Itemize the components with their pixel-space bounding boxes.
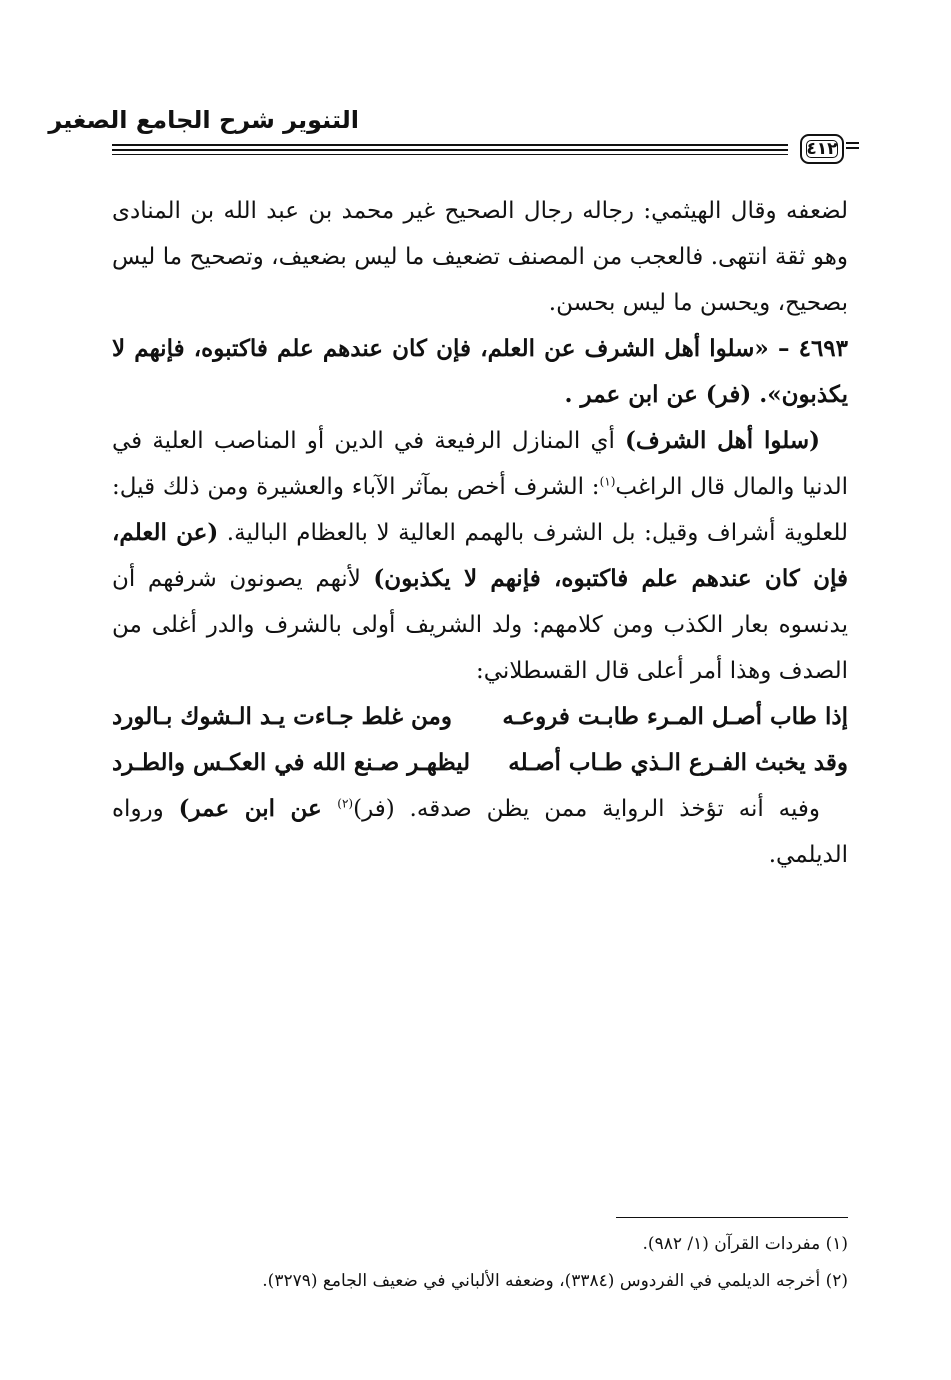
hadith-number: ٤٦٩٣ – [777, 335, 849, 362]
verse-hemistich: وقد يخبث الفـرع الـذي طـاب أصـله [508, 749, 848, 776]
quoted-phrase: (عن العلم، فإن كان عندهم علم فاكتبوه، فإنهم لا يكذبون) [112, 519, 848, 592]
header-rule [112, 144, 788, 146]
footnote-ref: (١) [599, 474, 616, 489]
text-line: ليس بصحيح، ويحسن ما ليس بحسن. [112, 244, 848, 316]
page-body [112, 188, 848, 878]
running-header-title: التنوير شرح الجامع الصغير [48, 106, 359, 134]
header-rule [112, 149, 788, 151]
verse-hemistich: ومن غلط جـاءت يـد الـشوك بـالورد [112, 703, 452, 730]
quoted-phrase: (سلوا أهل الشرف) [625, 427, 820, 454]
hadith-text: «سلوا أهل الشرف عن العلم، فإن كان عندهم علم فاكتبوه، فإنهم لا يكذبون». [112, 335, 848, 408]
commentary-paragraph [112, 786, 848, 878]
quoted-phrase: عن ابن عمر) [178, 795, 338, 822]
verse-line [112, 694, 848, 740]
text-line: وهو ثقة انتهى. فالعجب من المصنف تضعيف ما ليس بضعيف، وتصحيح ما [162, 244, 849, 270]
footnote-ref: (٢) [337, 796, 354, 811]
commentary-text: أي المنازل الرفيعة في الدين أو المناصب العلية في الدنيا والمال قال الراغب [112, 428, 848, 500]
body-paragraph [112, 188, 848, 326]
hadith-entry [112, 326, 848, 418]
footnote-separator [616, 1217, 848, 1218]
hadith-source: (فر) عن ابن عمر . [564, 381, 752, 408]
header-rule [112, 154, 788, 155]
commentary-paragraph [112, 418, 848, 694]
verse-line [112, 740, 848, 786]
commentary-text: لأنهم يصونون شرفهم أن يدنسوه بعار الكذب ومن كلامهم: ولد الشريف أولى بالشرف والدر أغلى من الصدف وهذا أمر أعلى قال القسطلاني: [112, 566, 848, 684]
commentary-text: : الشرف أخص بمآثر الآباء والعشيرة ومن ذلك قيل: للعلوية أشراف وقيل: بل الشرف بالهمم العالية لا بالعظام البالية. [112, 474, 848, 546]
commentary-text: ورواه الديلمي. [112, 796, 848, 868]
verse-hemistich: إذا طاب أصـل المـرء طابـت فروعـه [502, 703, 848, 730]
page-number: ٤١٢ [800, 134, 844, 164]
verse-hemistich: ليظهـر صـنع الله في العكـس والطـرد [112, 749, 471, 776]
footnote: (٢) أخرجه الديلمي في الفردوس (٣٣٨٤)، وضعفه الألباني في ضعيف الجامع (٣٢٧٩). [262, 1271, 848, 1291]
footnote: (١) مفردات القرآن (١/ ٩٨٢). [642, 1234, 848, 1254]
footnotes [112, 1226, 848, 1300]
commentary-text: وفيه أنه تؤخذ الرواية ممن يظن صدقه. (فر) [353, 796, 821, 822]
text-line: لضعفه وقال الهيثمي: رجاله رجال الصحيح غير محمد بن عبد الله بن المنادى [112, 198, 848, 224]
header-dash-mark [846, 139, 859, 153]
